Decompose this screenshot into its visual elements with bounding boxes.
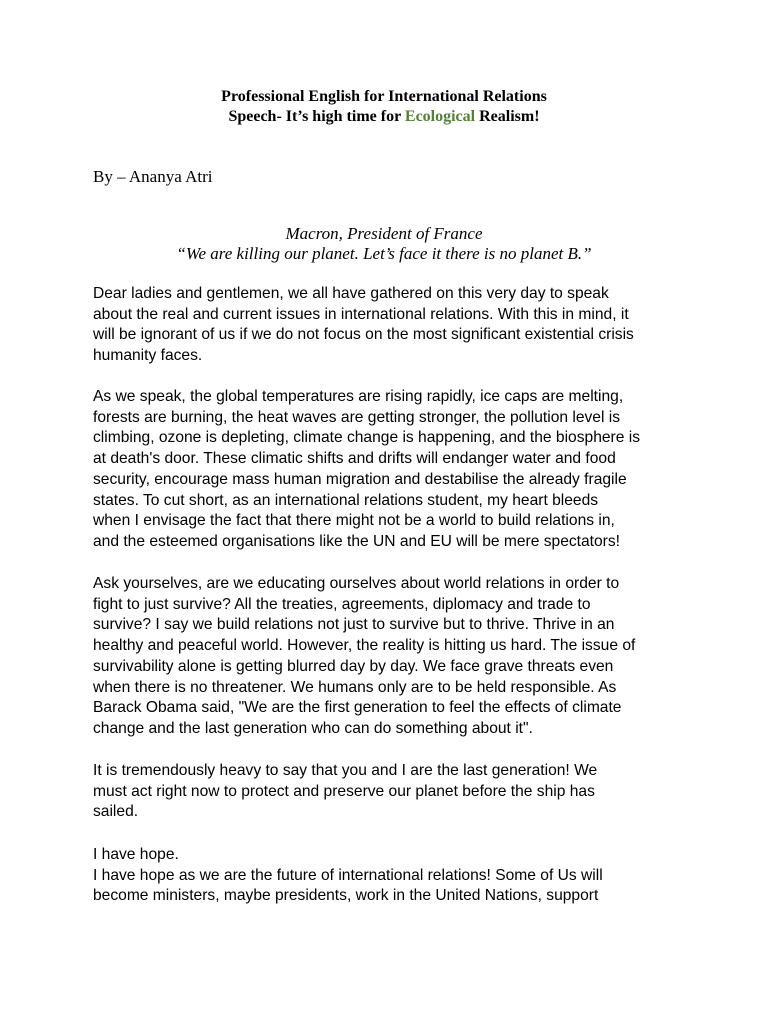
text-line: forests are burning, the heat waves are getting stronger, the pollution level is: [93, 408, 621, 426]
text-line: humanity faces.: [93, 347, 203, 365]
text-line: security, encourage mass human migration and destabilise the already fragile: [93, 470, 627, 488]
text-line: will be ignorant of us if we do not focus on the most significant existential crisis: [93, 326, 634, 344]
text-line: I have hope as we are the future of international relations! Some of Us will: [93, 866, 603, 884]
author-byline: By – Ananya Atri: [93, 167, 213, 186]
paragraph-last-generation: [93, 761, 681, 823]
quote-text: “We are killing our planet. Let’s face it there is no planet B.”: [176, 244, 592, 263]
text-line: about the real and current issues in international relations. With this in mind, it: [93, 305, 629, 323]
paragraph-intro: [93, 284, 681, 367]
paragraph-survival: [93, 574, 681, 740]
text-line: Barack Obama said, "We are the first generation to feel the effects of climate: [93, 699, 622, 717]
text-line: change and the last generation who can do something about it".: [93, 719, 533, 737]
speech-title-suffix: Realism!: [475, 108, 540, 125]
course-title: Professional English for International Relations: [221, 88, 547, 105]
text-line: climbing, ozone is depleting, climate change is happening, and the biosphere is: [93, 429, 640, 447]
text-line: As we speak, the global temperatures are rising rapidly, ice caps are melting,: [93, 388, 624, 405]
text-line: survivability alone is getting blurred day by day. We face grave threats even: [93, 657, 614, 675]
quote-attribution: Macron, President of France: [285, 224, 483, 243]
text-line: fight to just survive? All the treaties, agreements, diplomacy and trade to: [93, 595, 591, 613]
text-line: It is tremendously heavy to say that you and I are the last generation! We: [93, 762, 598, 779]
text-line: become ministers, maybe presidents, work in the United Nations, support: [93, 887, 599, 905]
text-line: states. To cut short, as an international relations student, my heart bleeds: [93, 491, 599, 509]
paragraph-crisis: [93, 387, 681, 553]
text-line: sailed.: [93, 803, 139, 821]
text-line: I have hope.: [93, 846, 179, 863]
text-line: healthy and peaceful world. However, the reality is hitting us hard. The issue of: [93, 637, 636, 655]
text-line: must act right now to protect and preserve our planet before the ship has: [93, 782, 595, 800]
text-line: Dear ladies and gentlemen, we all have gathered on this very day to speak: [93, 285, 609, 302]
text-line: when there is no threatener. We humans only are to be held responsible. As: [93, 678, 617, 696]
text-line: at death's door. These climatic shifts and drifts will endanger water and food: [93, 450, 616, 468]
text-line: and the esteemed organisations like the UN and EU will be mere spectators!: [93, 532, 620, 550]
speech-title-accent: Ecological: [404, 108, 476, 125]
text-line: when I envisage the fact that there might not be a world to build relations in,: [93, 512, 615, 530]
text-line: survive? I say we build relations not just to survive but to thrive. Thrive in an: [93, 616, 615, 634]
document-page: [93, 0, 681, 1024]
text-line: Ask yourselves, are we educating ourselves about world relations in order to: [93, 575, 620, 592]
paragraph-hope: [93, 845, 681, 907]
speech-title-prefix: Speech- It’s high time for: [228, 108, 405, 125]
speech-title: [93, 107, 675, 127]
